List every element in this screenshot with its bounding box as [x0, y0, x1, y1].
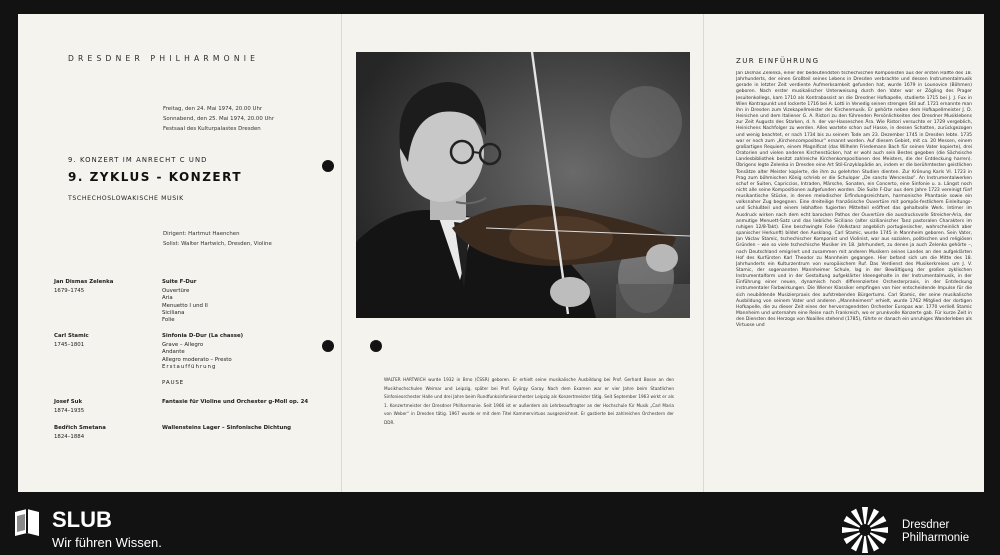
concert-subtitle: TSCHECHOSLOWAKISCHE MUSIK [68, 195, 184, 202]
punch-hole [370, 340, 382, 352]
date-line-2: Sonnabend, den 25. Mai 1974, 20.00 Uhr [163, 116, 275, 123]
program-page [18, 14, 342, 492]
composer-years: 1874–1935 [54, 408, 85, 414]
movement: Aria [162, 295, 173, 302]
introduction-page [704, 14, 984, 492]
conductor-credit: Dirigent: Hartmut Haenchen [163, 231, 240, 237]
work-title: Sinfonia D-Dur (La chasse) [162, 333, 244, 339]
work-title: Fantasie für Violine und Orchester g-Moll op. 24 [162, 399, 309, 405]
performer-credits [163, 229, 272, 249]
composer-years: 1679–1745 [54, 288, 85, 294]
introduction-heading: ZUR EINFÜHRUNG [736, 57, 820, 65]
venue-line: Festsaal des Kulturpalastes Dresden [163, 126, 261, 133]
movement: Menuetto I und II [162, 302, 208, 309]
violinist-photo [356, 52, 690, 318]
philharmonie-line-1: Dresdner [902, 519, 950, 531]
philharmonie-line-2: Philharmonie [902, 532, 970, 544]
concert-series: 9. KONZERT IM ANRECHT C UND [68, 156, 208, 164]
slub-brand[interactable]: SLUB [52, 507, 112, 532]
orchestra-name: DRESDNER PHILHARMONIE [68, 54, 260, 63]
composer-years: 1824–1884 [54, 434, 85, 440]
movement-list [162, 288, 362, 324]
movement: Grave – Allegro [162, 342, 204, 348]
philharmonie-brand[interactable] [902, 519, 969, 545]
concert-title: 9. ZYKLUS - KONZERT [68, 170, 243, 184]
program-booklet [18, 14, 984, 492]
composer-name: Bedřich Smetana [54, 425, 106, 431]
photo-page [342, 14, 704, 492]
punch-hole [322, 160, 334, 172]
intermission: PAUSE [162, 380, 185, 386]
introduction-text: Jan Dismas Zelenka, einer der bedeutendsten tschechischen Komponisten aus der ersten Hälfte des 18. Jahrhunderts, der einen Großteil seines Lebens in Dresden verbrachte und dessen Instrumentalmusik gerade in letzter Zeit verdiente Aufmerksamkeit gefunden hat, wurde 1679 in Lounovice (Böhmen) geboren. Nach erster musikalischer Unterweisung durch den Vater war er Zögling des Prager Jesuitenkollegs, kam 1710 als Kontrabassist an die Dresdner Hofkapelle, studierte 1715 bei J. J. Fux in Wien Kontrapunkt und lockerte 1716 bei A. Lotti in Venedig seinen strengen Stil auf. 1721 ernannte man ihn in Dresden zum Vizekapellmeister der Kirchenmusik. Er gehörte neben dem Hofkapellmeister J. D. Heinichen und dem Italiener G. A. Ristori zu den führenden Persönlichkeiten des Dresdner Musiklebens zur Zeit Augusts des Starken, d. h. der vor-Hasseschen Ära. Wie Ristori versuchte er 1729 vergeblich, Heinichens Nachfolger zu werden. Alles wartete schon auf Hasse, in dessen Schatten, zurückgezogen und wenig beachtet, er nach 1734 bis zu seinem Tode am 23. Dezember 1745 in Dresden lebte. 1735 war er noch zum „Kirchencompositeur“ ernannt worden. Auf diesem Gebiet, mit ca. 20 Messen, einem großartigen Requiem, einem Magnificat (das Wilhelm Friedemann Bach für seinen Vater kopierte), drei Oratorien und vielen anderen Kirchenstücken, hat er wohl auch sein Bestes gegeben (die Sächsische Landesbibliothek besitzt zahlreiche Kirchenkompositionen des Meisters, die der Entdeckung harren). Übrigens legte Zelenka in Dresden eine Art Stil-Enzyklopädie an, indem er die berühmtesten geistlichen Tonsätze alter Meister kopierte, die ihm zu gelehrten Studien dienten. Zur Krönung Karls VI. 1723 in Prag zum böhmischen König schrieb er die Schuloper „De sancto Wenceslao“. An Instrumentalwerken schuf er Suiten, Capriccios, Intraden, Märsche, Sonaten, ein Concerto, eine Sinfonie u. a. Längst noch nicht alle seine Kompositionen aufgefunden worden. Die Suite F-Dur aus dem Jahre 1723 vereinigt fünf musikantische Stücke, in denen melodischer Erfindungsreichtum, harmonische Phantasie sowie ein volksnaher Zug begegnen. Eine dreiteilige französische Ouvertüre mit pompös-festlichem Einleitungs- und Schlußteil und einem lebhaften fugierten Mittelteil eröffnet das gehaltvolle Werk. Intimer im Ausdruck wirken nach dem echt barocken Pathos der Ouvertüre die ausdrucksvolle Streicher-Aria, der anmutige Menuett-Satz und das liebliche Siciliano (alter sizilianischer Tanz pastoralen Charakters im ruhigen 12/8-Takt). Eine beschwingte Folie (Volkstanz angeblich portugiesischer, wahrscheinlich aber spanischer Herkunft) bildet den Ausklang. Carl Stamic, wurde 1745 in Mannheim geboren. Sein Vater, Jan Václav Stamic, tschechischer Komponist und Violinist, war aus sozialen, politischen und religiösen Gründen – wie so viele tschechische Musiker im 18. Jahrhundert, zu denen ja auch Zelenka gehörte –, nach Deutschland emigriert und zusammen mit anderen Musikern seines Landes an den aufgeklärten Hof des Kurfürsten Karl Theodor zu Mannheim gegangen. Hier befand sich um die Mitte des 18. Jahrhunderts ein Kulturzentrum von europäischem Ruf. Das Verdienst des Musikerkreises um J. V. Stamic, der sogenannten Mannheimer Schule, lag in der Bewältigung der großen zyklischen Instrumentalform und in der Gestaltung aufgeklärter Ideengehalte in der Instrumentalmusik, in der Einführung einer neuen, dynamisch hoch differenzierten Orchesterpraxis, in der Entdeckung instrumentaler Farbwirkungen. Die Wiener Klassiker empfingen von hier entscheidende Impulse für die sich neubildende Musizierpraxis des aufstrebenden Bürgertums. Carl Stamic, der seine musikalische Ausbildung von seinem Vater und anderen „Mannheimern“ erhielt, wurde 1762 Mitglied der dortigen Hofkapelle, die zu dieser Zeit eines der hervorragendsten Orchester Europas war. 1770 verließ Stamic Mannheim und unternahm eine Reise nach Frankreich, wo er prunkvolle Konzerte gab. Für kurze Zeit in den Diensten des Herzogs von Noailles stehend (1785), führte er danach ein unruhiges Wanderleben als Virtuose und [736, 71, 972, 329]
composer-name: Jan Dismas Zelenka [54, 279, 114, 285]
movement: Siciliana [162, 309, 185, 316]
punch-hole [322, 340, 334, 352]
movement: Andante [162, 349, 185, 356]
concert-dates [163, 104, 274, 135]
movement: Allegro moderato – Presto [162, 356, 232, 363]
composer-name: Josef Suk [54, 399, 83, 405]
composer-name: Carl Stamic [54, 333, 89, 339]
date-line-1: Freitag, den 24. Mai 1974, 20.00 Uhr [163, 106, 263, 112]
work-title: Wallensteins Lager – Sinfonische Dichtung [162, 425, 292, 431]
soloist-credit: Solist: Walter Hartwich, Dresden, Violine [163, 241, 272, 247]
composer-years: 1745–1801 [54, 342, 85, 348]
slub-logo-icon [13, 508, 41, 538]
movement: Folie [162, 317, 175, 324]
philharmonie-logo-icon [840, 505, 890, 555]
movement: Ouvertüre [162, 288, 190, 294]
slub-tagline: Wir führen Wissen. [52, 535, 162, 550]
premiere-note: Erstaufführung [162, 363, 217, 370]
work-title: Suite F-Dur [162, 279, 197, 285]
photo-caption: WALTER HARTWICH wurde 1932 in Brno (ČSSR) geboren. Er erhielt seine musikalische Ausbildung bei Prof. Gerhard Bosse an den Musikhochschulen Weimar und Leipzig, später bei Prof. György Garay. Nach dem Examen war er vier Jahre beim Staatlichen Sinfonieorchester Halle und drei Jahre beim Rundfunksinfonieorchester Leipzig als Konzertmeister tätig. Seit September 1963 wirkt er als 1. Konzertmeister der Dresdner Philharmonie. Seit 1966 ist er außerdem als Lehrbeauftragter an der Hochschule für Musik „Carl Maria von Weber“ in Dresden tätig. 1967 wurde er mit dem Titel Kammervirtuos ausgezeichnet. Er gastierte bei zahlreichen Orchestern der DDR. [384, 377, 674, 425]
